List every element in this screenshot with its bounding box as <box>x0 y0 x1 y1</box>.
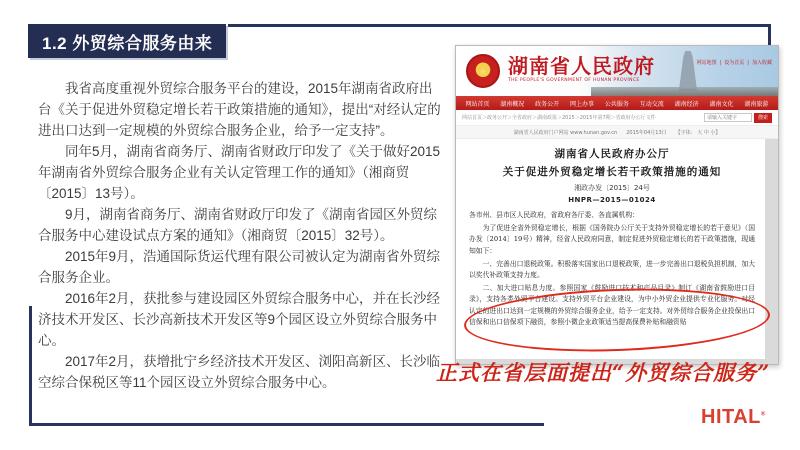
link-divider: | <box>719 59 722 66</box>
header-link-favorite[interactable]: 加入收藏 <box>751 60 772 66</box>
emblem-star-icon: ★ <box>478 64 488 78</box>
hital-logo <box>701 406 766 429</box>
national-emblem-icon <box>466 54 500 88</box>
slide-paragraph: 9月，湖南省商务厅、湖南省财政厅印发了《湖南省园区外贸综合服务中心建设试点方案的通知》（湘商贸〔2015〕32号）。 <box>38 207 438 243</box>
page-gutter-right <box>765 139 778 359</box>
hital-logo-text: HITAL <box>701 406 761 428</box>
doc-code: HNPR—2015—01024 <box>568 196 656 204</box>
site-nav <box>456 96 778 110</box>
site-header <box>456 46 778 96</box>
doc-number: 湘政办发〔2015〕24号 <box>574 184 650 192</box>
doc-title-issuer: 湖南省人民政府办公厅 <box>554 148 670 160</box>
article-source: 湖南省人民政府门户网站 www.hunan.gov.cn <box>513 129 618 136</box>
doc-salutation: 各市州、县市区人民政府，省政府各厅委、各直属机构： <box>469 211 639 219</box>
header-link-sitemap[interactable]: 网站地图 <box>696 60 717 66</box>
slide-paragraph: 2017年2月，获增批宁乡经济技术开发区、浏阳高新区、长沙临空综合保税区等11个园区设立外贸综合服务中心。 <box>38 354 441 390</box>
nav-item-interaction[interactable]: 互动交流 <box>639 100 664 108</box>
article-date: 2015年04月13日 <box>626 129 667 136</box>
doc-paragraph: 一、完善出口退税政策。积极落实国家出口退税政策，进一步完善出口退税负担机制，加大以奖代补政策支持力度。 <box>469 259 755 280</box>
document-page <box>456 139 765 359</box>
slide-paragraph: 2016年2月，获批参与建设园区外贸综合服务中心，并在长沙经济技术开发区、长沙高新技术开发区等9个园区设立外贸综合服务中心。 <box>38 291 441 348</box>
nav-item-home[interactable]: 网站首页 <box>465 100 490 108</box>
river-strip <box>591 87 778 96</box>
font-size-controls[interactable]: 【字体： 大 中 小】 <box>675 129 721 136</box>
site-name-en: THE PEOPLE'S GOVERNMENT OF HUNAN PROVINCE <box>508 78 640 83</box>
statue-silhouette-icon <box>676 51 700 91</box>
page-title <box>28 24 226 58</box>
registered-mark: ® <box>760 411 766 418</box>
document-area <box>456 139 778 359</box>
nav-item-tourism[interactable]: 湖南旅游 <box>744 100 769 108</box>
article-meta-bar <box>456 126 778 139</box>
header-links <box>697 59 772 66</box>
site-name-block <box>508 55 655 83</box>
doc-title: 关于促进外贸稳定增长若干政策措施的通知 <box>502 166 722 178</box>
nav-item-online-service[interactable]: 网上办事 <box>570 100 595 108</box>
slide-paragraph: 我省高度重视外贸综合服务平台的建设，2015年湖南省政府出台《关于促进外贸稳定增长若干政策措施的通知》，提出“对经认定的进出口达到一定规模的外贸综合服务企业，给予一定支持”。 <box>38 81 441 138</box>
nav-item-culture[interactable]: 湖南文化 <box>709 100 734 108</box>
doc-paragraph: 二、加大进口贴息力度。参照国家《鼓励进口技术和产品目录》制订《湖南省鼓励进口目录》，支持各类外贸平台建设。支持外贸平台企业建设，为中小外贸企业提供专业化服务。对经认定的进出口达到一定规模的外贸综合服务企业，给予一定支持。对外贸综合服务企业投保出口信保和出口信保项下融资，参照小微企业政策适当提高保费补贴和融资贴 <box>469 284 755 326</box>
page-title-label: 1.2 外贸综合服务由来 <box>42 33 213 53</box>
handwritten-annotation: 正式在省层面提出“外贸综合服务” <box>436 360 771 385</box>
slide-paragraph: 2015年9月，浩通国际货运代理有限公司被认定为湖南省外贸综合服务企业。 <box>38 249 441 285</box>
breadcrumb-bar <box>456 110 778 126</box>
nav-item-public-service[interactable]: 公共服务 <box>604 100 629 108</box>
slide-body <box>38 78 442 393</box>
link-divider: | <box>747 59 749 66</box>
header-link-sethome[interactable]: 设为首页 <box>724 60 745 66</box>
search-button[interactable]: 搜索 <box>754 113 772 123</box>
doc-paragraph: 为了促进全省外贸稳定增长，根据《国务院办公厅关于支持外贸稳定增长的若干意见》（国办发〔2014〕19号）精神，经省人民政府同意，制定促进外贸稳定增长的若干政策措施，现通知如下： <box>469 224 755 255</box>
search-input[interactable] <box>704 113 752 122</box>
site-name: 湖南省人民政府 <box>508 54 655 78</box>
breadcrumb: 网站首页＞政务公开＞全省政府＞湖南政报＞2015＞2015年第7期＞省政府办公厅文件 <box>462 115 656 121</box>
nav-item-economy[interactable]: 湖南经济 <box>674 100 699 108</box>
search-box <box>704 113 772 123</box>
slide-paragraph: 同年5月，湖南省商务厅、湖南省财政厅印发了《关于做好2015年湖南省外贸综合服务企业有关认定管理工作的通知》（湘商贸〔2015〕13号）。 <box>38 144 441 201</box>
gov-website-screenshot <box>455 45 779 365</box>
nav-item-overview[interactable]: 湖南概况 <box>500 100 525 108</box>
nav-item-gov-affairs[interactable]: 政务公开 <box>535 100 560 108</box>
